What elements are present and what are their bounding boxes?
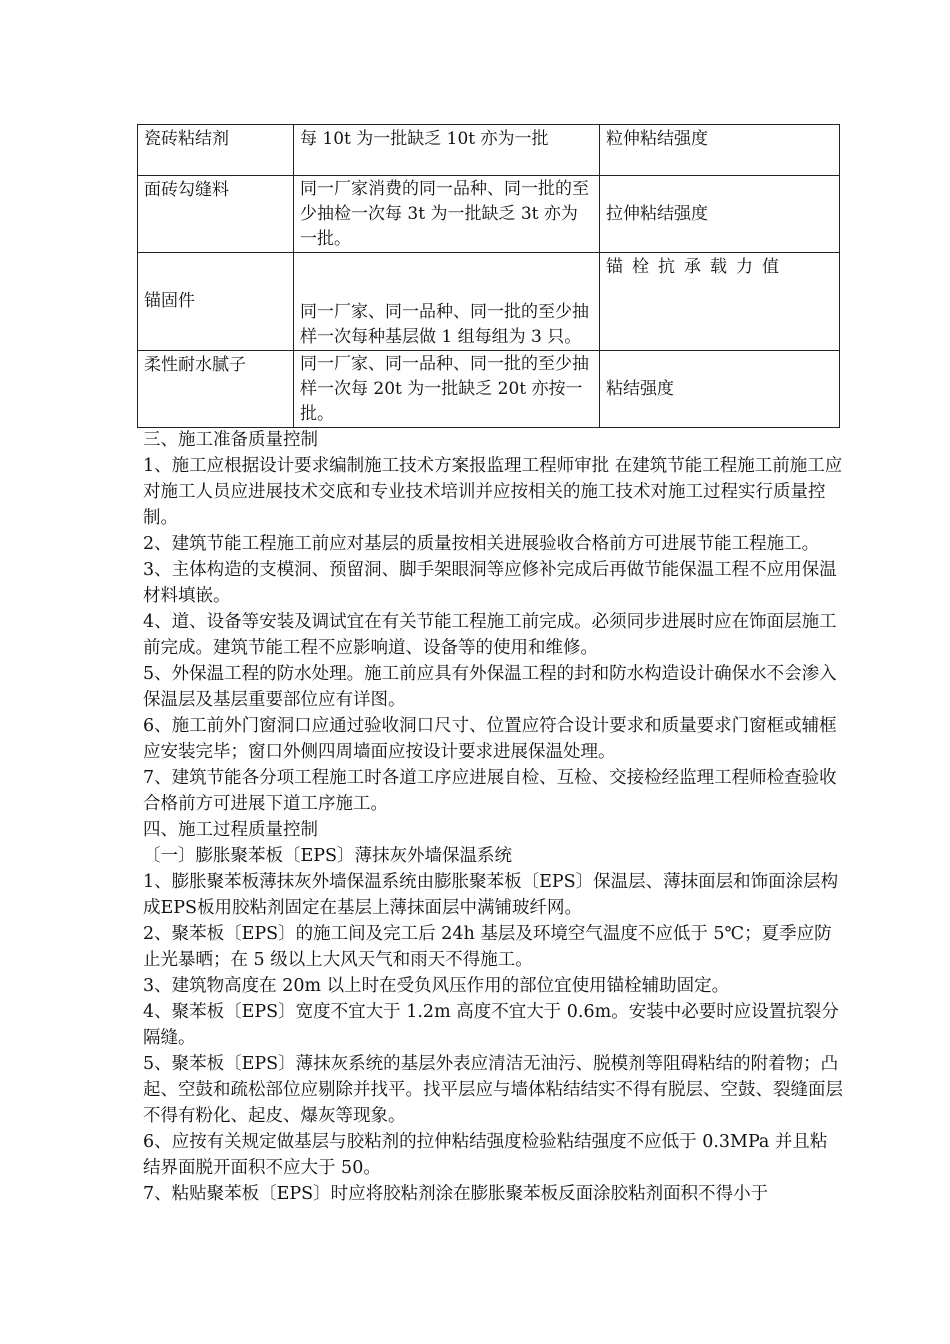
paragraph: 4、道、设备等安装及调试宜在有关节能工程施工前完成。必须同步进展时应在饰面层施工前完成。建筑节能工程不应影响道、设备等的使用和维修。: [143, 612, 837, 658]
material-name-cell: 瓷砖粘结剂: [138, 125, 294, 176]
table-row: [138, 253, 840, 351]
test-item-cell: 拉伸粘结强度: [600, 176, 840, 253]
subsection-heading: 〔一〕膨胀聚苯板〔EPS〕薄抹灰外墙保温系统: [143, 846, 513, 866]
table-row: [138, 176, 840, 253]
material-name-cell: 柔性耐水腻子: [138, 351, 294, 428]
sampling-rule-cell: 同一厂家、同一品种、同一批的至少抽样一次每种基层做 1 组每组为 3 只。: [294, 253, 600, 351]
paragraph: 4、聚苯板〔EPS〕宽度不宜大于 1.2m 高度不宜大于 0.6m。安装中必要时应设置抗裂分隔缝。: [143, 1002, 839, 1048]
test-item-cell: 锚栓抗承载力值: [600, 253, 840, 351]
sampling-rule-cell: 同一厂家、同一品种、同一批的至少抽样一次每 20t 为一批缺乏 20t 亦按一批。: [294, 351, 600, 428]
sampling-rule-cell: 每 10t 为一批缺乏 10t 亦为一批: [294, 125, 600, 176]
material-sampling-table: [137, 124, 840, 428]
paragraph: 7、粘贴聚苯板〔EPS〕时应将胶粘剂涂在膨胀聚苯板反面涂胶粘剂面积不得小于: [143, 1184, 769, 1204]
test-item-cell: 粘结强度: [600, 351, 840, 428]
body-text: [143, 427, 843, 1207]
paragraph: 2、建筑节能工程施工前应对基层的质量按相关进展验收合格前方可进展节能工程施工。: [143, 534, 820, 554]
paragraph: 6、施工前外门窗洞口应通过验收洞口尺寸、位置应符合设计要求和质量要求门窗框或辅框应安装完毕；窗口外侧四周墙面应按设计要求进展保温处理。: [143, 716, 837, 762]
table-row: [138, 351, 840, 428]
paragraph: 2、聚苯板〔EPS〕的施工间及完工后 24h 基层及环境空气温度不应低于 5℃；夏季应防止光暴晒；在 5 级以上大风天气和雨天不得施工。: [143, 924, 832, 970]
material-name-cell: 面砖勾缝料: [138, 176, 294, 253]
paragraph: 3、建筑物高度在 20m 以上时在受负风压作用的部位宜使用锚栓辅助固定。: [143, 976, 730, 996]
paragraph: 5、聚苯板〔EPS〕薄抹灰系统的基层外表应清洁无油污、脱模剂等阻碍粘结的附着物；凸起、空鼓和疏松部位应剔除并找平。找平层应与墙体粘结结实不得有脱层、空鼓、裂缝面层不得有粉化、起皮、爆灰等现象。: [143, 1054, 843, 1126]
table-row: [138, 125, 840, 176]
material-name-cell: 锚固件: [138, 253, 294, 351]
paragraph: 5、外保温工程的防水处理。施工前应具有外保温工程的封和防水构造设计确保水不会渗入保温层及基层重要部位应有详图。: [143, 664, 837, 710]
sampling-rule-cell: 同一厂家消费的同一品种、同一批的至少抽检一次每 3t 为一批缺乏 3t 亦为一批。: [294, 176, 600, 253]
paragraph: 6、应按有关规定做基层与胶粘剂的拉伸粘结强度检验粘结强度不应低于 0.3MPa 并且粘结界面脱开面积不应大于 50。: [143, 1132, 828, 1178]
paragraph: 3、主体构造的支模洞、预留洞、脚手架眼洞等应修补完成后再做节能保温工程不应用保温材料填嵌。: [143, 560, 837, 606]
paragraph: 1、施工应根据设计要求编制施工技术方案报监理工程师审批 在建筑节能工程施工前施工应对施工人员应进展技术交底和专业技术培训并应按相关的施工技术对施工过程实行质量控制。: [143, 456, 843, 528]
section-heading: 四、施工过程质量控制: [143, 820, 318, 840]
paragraph: 7、建筑节能各分项工程施工时各道工序应进展自检、互检、交接检经监理工程师检查验收合格前方可进展下道工序施工。: [143, 768, 837, 814]
section-heading: 三、施工准备质量控制: [143, 430, 318, 450]
test-item-cell: 粒伸粘结强度: [600, 125, 840, 176]
paragraph: 1、膨胀聚苯板薄抹灰外墙保温系统由膨胀聚苯板〔EPS〕保温层、薄抹面层和饰面涂层构成EPS板用胶粘剂固定在基层上薄抹面层中满铺玻纤网。: [143, 872, 839, 918]
